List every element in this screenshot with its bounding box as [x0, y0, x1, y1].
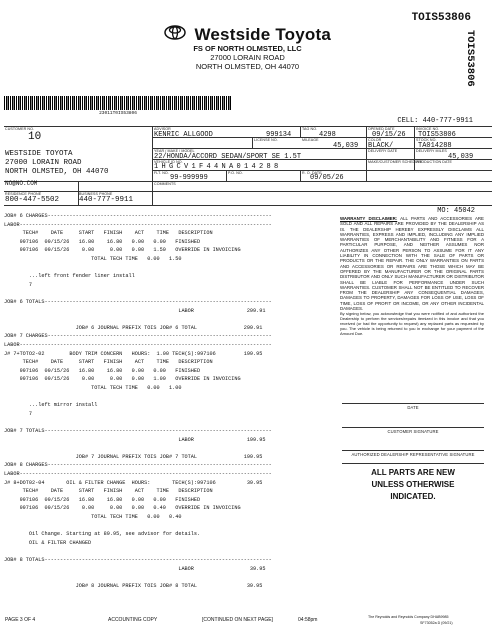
stock-label: STOCK NO.: [416, 138, 437, 142]
job-line: 7: [4, 410, 33, 417]
customer-signature-label: CUSTOMER SIGNATURE: [387, 429, 439, 434]
dealer-logo: [0, 25, 495, 45]
form-number: SF73052a D (09/21): [420, 621, 453, 625]
business-phone: 440-777-9911: [79, 196, 134, 204]
job-line: TOTAL TECH TIME 0.00 0.40: [4, 514, 182, 520]
continued-note: [CONTINUED ON NEXT PAGE]: [202, 617, 273, 623]
warranty-heading: WARRANTY DISCLAIMER:: [340, 216, 398, 221]
advisor-label: ADVISOR: [154, 127, 171, 131]
comments-label: COMMENTS: [154, 182, 176, 186]
opened-label: OPENED DATE: [368, 127, 395, 131]
warranty-sign-text: By signing below, you acknowledge that you were notified of and authorized the Dealership to perform the services/repairs itemized in this invoice and that you received (or had the opportunity to request) any replaced parts as requested by you. The vehicle is being returned to you in exchange for your payment of the Amount Due.: [340, 311, 484, 336]
business-phone-label: BUSINESS PHONE: [79, 192, 113, 196]
ro-date: 09/05/26: [310, 174, 344, 182]
delivery-miles: 45,039: [448, 153, 474, 161]
job-line: JOB# 7 TOTALS-------------------------------------------------------------------------: [4, 428, 272, 434]
ro-number-top: TOIS53806: [411, 12, 471, 24]
job-line: ...left front fender liner install: [4, 273, 135, 280]
print-time: 04:58pm: [298, 617, 318, 623]
job-line: 997106 09/15/26 0.00 0.00 0.00 1.00 OVERRIDE IN INVOICING: [4, 376, 241, 383]
delivery-miles-label: DELIVERY MILES: [416, 149, 447, 153]
job-line: 997106 09/15/26 0.00 0.00 0.00 1.50 OVERRIDE IN INVOICING: [4, 247, 241, 254]
tag-no: 4298: [319, 131, 336, 139]
job-line: LABOR---------------------------------------------------------------------------------: [4, 471, 272, 477]
job-line: TOTAL TECH TIME 0.00 1.50: [4, 256, 182, 262]
job-line: JOB# 6 CHARGES------------------------------------------------------------------------: [4, 213, 272, 219]
cell-phone: CELL: 440-777-9911: [397, 117, 473, 125]
ro-number-vertical: TOIS53806: [464, 30, 476, 87]
all-parts-notice: ALL PARTS ARE NEW UNLESS OTHERWISE INDICATED.: [371, 468, 455, 501]
job-line: JOB# 7 CHARGES------------------------------------------------------------------------: [4, 333, 272, 340]
job-line: J# 7+TOTO2-02 BODY TRIM CONCERN HOURS: 1.00 TECH(S):997106 199.95: [4, 350, 263, 357]
mo-number: MO: 45042: [437, 207, 475, 215]
job-line: JOB# 8 JOURNAL PREFIX TOIS JOB# 8 TOTAL 39.95: [4, 582, 263, 589]
fleet-no: 99-999999: [170, 174, 208, 182]
job-line: 997106 09/15/26 16.80 16.80 0.00 0.00 FINISHED: [4, 238, 201, 245]
customer-email: NO@NO.COM: [5, 180, 38, 187]
date-label: DATE: [407, 405, 419, 410]
license-label: LICENSE NO.: [254, 138, 278, 142]
warranty-panel: [340, 216, 484, 336]
customer-no: 10: [28, 131, 42, 143]
job-line: JOB# 8 CHARGES------------------------------------------------------------------------: [4, 462, 272, 469]
job-line: 997106 09/15/26 0.00 0.00 0.00 0.40 OVERRIDE IN INVOICING: [4, 505, 241, 512]
printer-info: The Reynolds and Reynolds Company DHAB9985: [368, 615, 449, 619]
customer-street: 27000 LORAIN ROAD: [5, 159, 82, 167]
toyota-emblem-icon: [164, 25, 186, 45]
job-line: 997106 09/15/26 16.80 16.80 0.00 0.00 FINISHED: [4, 367, 201, 374]
job-line: 7: [4, 281, 33, 288]
job-line: LABOR 39.95: [4, 565, 266, 572]
job-line: JOB# 7 JOURNAL PREFIX TOIS JOB# 7 TOTAL 199.95: [4, 453, 263, 460]
job-line: LABOR---------------------------------------------------------------------------------: [4, 221, 272, 228]
vin: 1HGCV1F44NA014288: [154, 163, 282, 171]
year-make-model: 22/HONDA/ACCORD SEDAN/SPORT SE 1.5T: [154, 153, 302, 161]
ymm-label: YEAR / MAKE / MODEL: [154, 149, 195, 153]
job-line: TECH# DATE START FINISH ACT TIME DESCRIPTION: [4, 359, 213, 366]
advisor: KENRIC ALLGOOD: [154, 131, 213, 139]
mak-label: MAKE/CUSTOMER SCHEDULE: [368, 160, 423, 164]
vin-label: VEHICLE ID NO.: [154, 160, 183, 164]
dealer-city: NORTH OLMSTED, OH 44070: [195, 62, 300, 71]
dealer-legal-name: FS OF NORTH OLMSTED, LLC: [193, 44, 302, 53]
fleet-label: FLT. NO.: [154, 171, 169, 175]
mileage-label: MILEAGE: [302, 138, 319, 142]
dealer-street: 27000 LORAIN ROAD: [210, 53, 285, 62]
job-line: ...left mirror install: [4, 402, 98, 409]
job-line: OIL & FILTER CHANGED: [4, 539, 92, 546]
job-line: TOTAL TECH TIME 0.00 1.00: [4, 385, 182, 391]
opened-date: 09/15/26: [372, 131, 406, 139]
po-label: P.O. NO.: [228, 171, 243, 175]
advisor-no: 999134: [266, 131, 292, 139]
residence-phone: 800-447-5502: [5, 196, 60, 204]
invoice-no: TOIS53806: [418, 131, 456, 139]
customer-city: NORTH OLMSTED, OH 44070: [5, 168, 109, 176]
stock-no: TA014288: [418, 142, 452, 150]
warranty-text: ALL PARTS AND ACCESSORIES ARE SOLD AND ALL REPAIRS ARE PROVIDED BY THE DEALERSHIP AS IS. THE DEALERSHIP HEREBY EXPRESSLY DISCLAIMS ALL WARRANTIES, EXPRESS AND IMPLIED, INCLUDING ANY IMPLIED WARRANTIES OF MERCHANTABILITY AND FITNESS FOR A PARTICULAR PURPOSE, AND NEITHER ASSUMES NOR AUTHORIZES ANY OTHER PERSON TO ASSUME FOR IT ANY LIABILITY IN CONNECTION WITH THE SALE OF PARTS OR PRODUCTS OR THE REPAIR. THE ONLY WARRANTIES ON PARTS AND ACCESSORIES OR REPAIRS ARE THOSE WHICH MAY BE OFFERED BY THE MANUFACTURER OR THE ORIGINAL PARTS DISTRIBUTOR AND ONLY SUCH MANUFACTURER OR DISTRIBUTOR SHALL BE LIABLE FOR PERFORMANCE UNDER SUCH WARRANTIES. CUSTOMER SHALL NOT BE ENTITLED TO RECOVER FROM THE DEALERSHIP ANY CONSEQUENTIAL DAMAGES, DAMAGES TO PROPERTY, DAMAGES FOR LOSS OF USE, LOSS OF TIME, LOSS OF PROFIT OR INCOME, OR ANY OTHER INCIDENTAL DAMAGES.: [340, 216, 484, 312]
job-line: TECH# DATE START FINISH ACT TIME DESCRIPTION: [4, 488, 213, 495]
job-lines: [0, 213, 340, 593]
job-line: LABOR 199.95: [4, 436, 266, 443]
job-line: TECH# DATE START FINISH ACT TIME DESCRIPTION: [4, 230, 213, 237]
job-line: LABOR 299.91: [4, 307, 266, 314]
warranty-disclaimer: [340, 216, 484, 311]
job-line: JOB# 6 JOURNAL PREFIX TOIS JOB# 6 TOTAL 299.91: [4, 324, 263, 331]
production-label: PRODUCTION DATE: [416, 160, 452, 164]
job-line: Oil Change. Starting at 89.95, see advisor for details.: [4, 531, 201, 538]
job-line: J# 8+DOT02-04 OIL & FILTER CHANGE HOURS: TECH(S):997106 39.95: [4, 479, 263, 486]
delivery-date-label: DELIVERY DATE: [368, 149, 398, 153]
page-number: PAGE 3 OF 4: [5, 617, 36, 623]
job-line: LABOR---------------------------------------------------------------------------------: [4, 342, 272, 348]
job-line: JOB# 6 TOTALS-------------------------------------------------------------------------: [4, 299, 272, 305]
dealer-name: Westside Toyota: [194, 25, 331, 44]
residence-phone-label: RESIDENCE PHONE: [5, 192, 42, 196]
job-line: JOB# 8 TOTALS-------------------------------------------------------------------------: [4, 557, 272, 563]
ro-date-label: R. O. DATE: [302, 171, 322, 175]
copy-type: ACCOUNTING COPY: [108, 617, 158, 623]
barcode: [4, 96, 232, 110]
job-line: 997106 09/15/26 16.80 16.80 0.00 0.00 FINISHED: [4, 496, 201, 503]
color-label: COLOR: [368, 138, 382, 142]
mileage: 45,039: [333, 142, 359, 150]
invoice-label: INVOICE NO.: [416, 127, 440, 131]
tag-label: TAG NO.: [302, 127, 318, 131]
color: BLACK/: [368, 142, 394, 150]
rep-signature-label: AUTHORIZED DEALERSHIP REPRESENTATIVE SIGNATURE: [351, 452, 475, 457]
customer-no-label: CUSTOMER NO.: [5, 127, 35, 131]
barcode-text: 23011T0IS53806: [99, 111, 137, 116]
customer-name: WESTSIDE TOYOTA: [5, 150, 73, 158]
